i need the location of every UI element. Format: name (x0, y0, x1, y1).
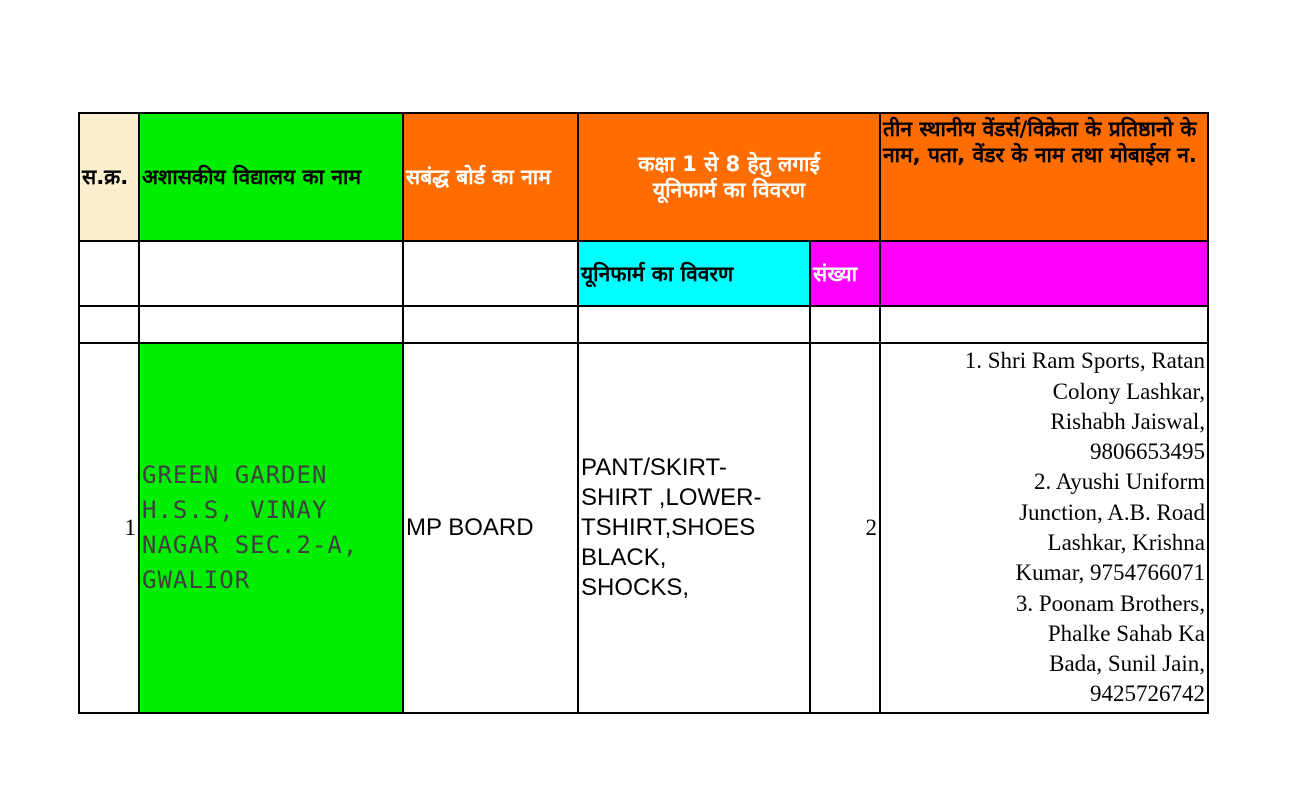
row-count: 2 (810, 343, 880, 713)
header-row (79, 113, 1208, 241)
spacer-cell (403, 306, 578, 343)
vendor-line: Lashkar, Krishna (1047, 530, 1205, 555)
spacer-cell (578, 306, 810, 343)
row-serial: 1 (79, 343, 139, 713)
vendor-line: Colony Lashkar, (1052, 378, 1205, 404)
subheader-row (79, 241, 1208, 306)
vendor-line: Rishabh Jaiswal, (1050, 408, 1205, 434)
vendor-line: 9806653495 (1090, 439, 1205, 465)
vendor-line: Bada, Sunil Jain, (1049, 651, 1205, 677)
vendor-line: 9425726742 (1090, 681, 1205, 707)
subheader-uniform-detail: यूनिफार्म का विवरण (578, 241, 810, 306)
vendor-line: 1. Shri Ram Sports, Ratan (964, 348, 1205, 374)
vendor-line: Phalke Sahab Ka (1047, 620, 1205, 646)
school-line: GREEN GARDEN (142, 461, 328, 489)
subheader-empty-2 (139, 241, 403, 306)
header-vendors: तीन स्थानीय वेंडर्स/विक्रेता के प्रतिष्ठानो के नाम, पता, वेंडर के नाम तथा मोबाईल न. (880, 113, 1208, 241)
uniform-line: PANT/SKIRT- (581, 454, 727, 481)
school-line: H.S.S, VINAY (142, 496, 328, 524)
vendor-line: Kumar, 9754766071 (1015, 560, 1205, 586)
uniform-details-table (78, 112, 1209, 714)
subheader-count: संख्या (810, 241, 880, 306)
vendor-line: 2. Ayushi Uniform (1033, 469, 1205, 495)
row-board: MP BOARD (403, 343, 578, 713)
spacer-cell (79, 306, 139, 343)
subheader-vendors-empty (880, 241, 1208, 306)
spacer-cell (810, 306, 880, 343)
school-line: GWALIOR (142, 566, 251, 594)
vendor-line: Junction, A.B. Road (1019, 499, 1205, 525)
row-uniform-detail (578, 343, 810, 713)
header-school-name: अशासकीय विद्यालय का नाम (139, 113, 403, 241)
uniform-line: BLACK, (581, 544, 667, 571)
subheader-empty-3 (403, 241, 578, 306)
school-line: NAGAR SEC.2-A, (142, 531, 359, 559)
header-board-name: सबंद्ध बोर्ड का नाम (403, 113, 578, 241)
header-uniform-group: कक्षा 1 से 8 हेतु लगाई यूनिफार्म का विवरण (578, 113, 880, 241)
spacer-row (79, 306, 1208, 343)
vendor-line: 3. Poonam Brothers, (1015, 590, 1205, 616)
uniform-line: SHIRT ,LOWER- (581, 484, 762, 511)
data-row (79, 343, 1208, 713)
spacer-cell (139, 306, 403, 343)
header-serial: स.क्र. (79, 113, 139, 241)
spacer-cell (880, 306, 1208, 343)
subheader-empty-1 (79, 241, 139, 306)
uniform-line: SHOCKS, (581, 574, 690, 601)
uniform-line: TSHIRT,SHOES (581, 514, 756, 541)
row-vendors (880, 343, 1208, 713)
row-school-name (139, 343, 403, 713)
